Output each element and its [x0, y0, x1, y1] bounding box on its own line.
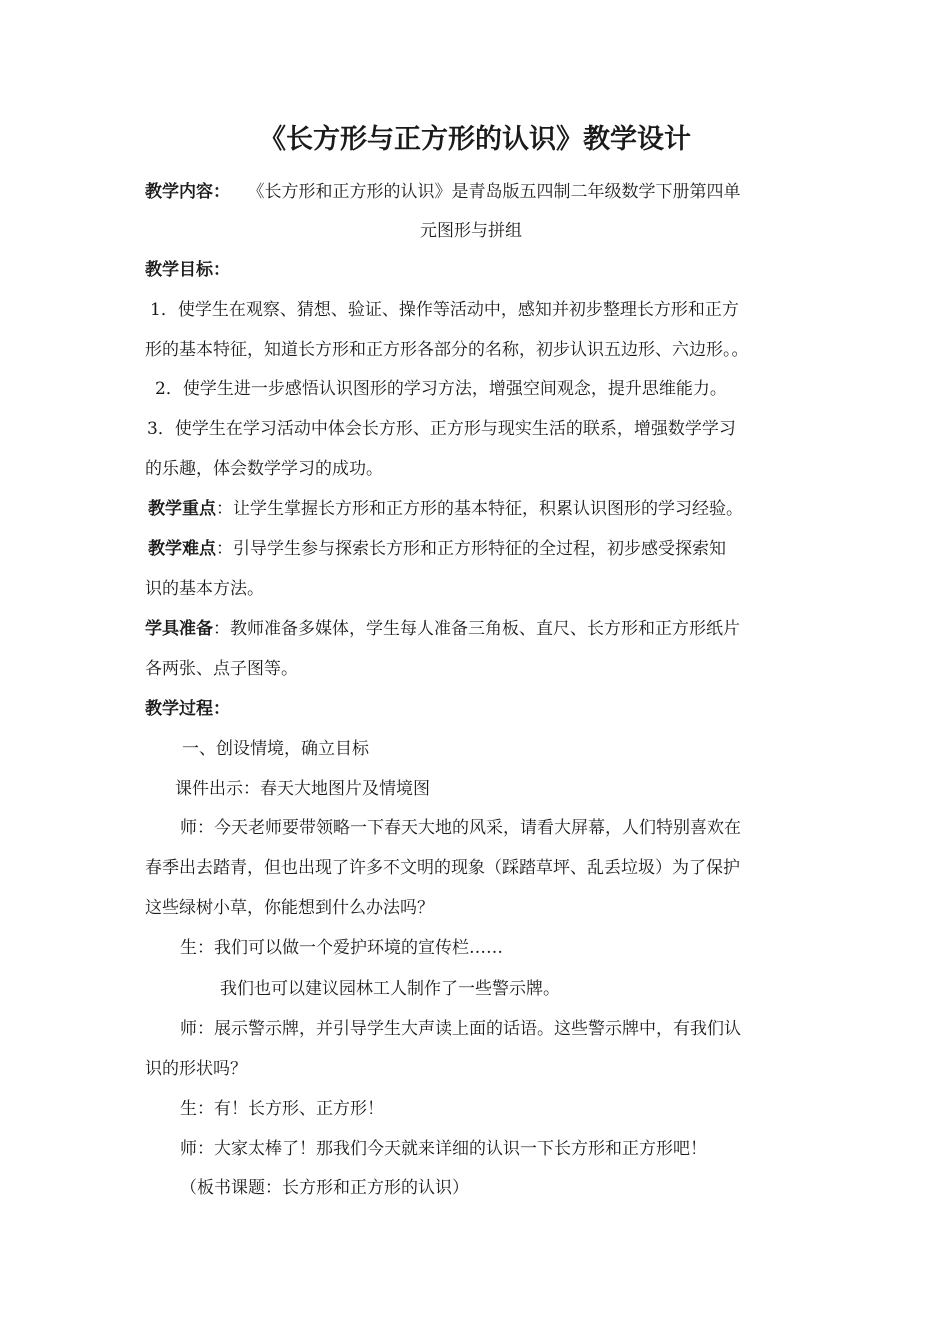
process-line: 春季出去踏青，但也出现了许多不文明的现象（踩踏草坪、乱丢垃圾）为了保护 — [145, 858, 740, 878]
process-line: 课件出示：春天大地图片及情境图 — [175, 779, 430, 799]
process-line: 我们也可以建议园林工人制作了一些警示牌。 — [220, 979, 560, 999]
content-label: 教学内容： — [145, 182, 230, 202]
goal-3-line-1: 3．使学生在学习活动中体会长方形、正方形与现实生活的联系，增强数学学习 — [147, 419, 736, 439]
process-line: 师：今天老师要带领略一下春天大地的风采，请看大屏幕，人们特别喜欢在 — [180, 818, 741, 838]
goal-1-line-2: 形的基本特征，知道长方形和正方形各部分的名称，初步认识五边形、六边形。。 — [145, 340, 749, 360]
materials-text-2: 各两张、点子图等。 — [145, 659, 298, 679]
key-point-text: ：让学生掌握长方形和正方形的基本特征，积累认识图形的学习经验。 — [216, 499, 743, 519]
goals-heading: 教学目标： — [145, 260, 230, 280]
page-title: 《长方形与正方形的认识》教学设计 — [259, 124, 691, 155]
difficulty-text-2: 识的基本方法。 — [145, 579, 264, 599]
process-line: 一、创设情境，确立目标 — [182, 739, 369, 759]
materials-line-1 — [145, 617, 740, 641]
process-line: （板书课题：长方形和正方形的认识） — [180, 1178, 469, 1198]
content-text-2: 元图形与拼组 — [420, 221, 522, 241]
process-line: 生：有！长方形、正方形！ — [180, 1099, 384, 1119]
process-line: 识的形状吗？ — [145, 1059, 247, 1079]
key-point-label: 教学重点 — [148, 499, 216, 519]
key-point-line — [148, 497, 743, 521]
materials-label: 学具准备 — [145, 619, 213, 639]
difficulty-label: 教学难点 — [148, 539, 216, 559]
process-heading: 教学过程： — [145, 699, 230, 719]
content-text-1: 《长方形和正方形的认识》是青岛版五四制二年级数学下册第四单 — [256, 182, 741, 202]
materials-text-1: ：教师准备多媒体，学生每人准备三角板、直尺、长方形和正方形纸片 — [213, 619, 740, 639]
goal-3-line-2: 的乐趣，体会数学学习的成功。 — [145, 459, 383, 479]
goal-2-line-1: 2．使学生进一步感悟认识图形的学习方法，增强空间观念，提升思维能力。 — [155, 379, 727, 399]
process-line: 生：我们可以做一个爱护环境的宣传栏…… — [180, 938, 503, 958]
process-line: 这些绿树小草，你能想到什么办法吗？ — [145, 898, 434, 918]
difficulty-text-1: ：引导学生参与探索长方形和正方形特征的全过程，初步感受探索知 — [216, 539, 726, 559]
content-line-1 — [145, 180, 741, 204]
goal-1-line-1: 1．使学生在观察、猜想、验证、操作等活动中，感知并初步整理长方形和正方 — [150, 300, 739, 320]
difficulty-line-1 — [148, 537, 726, 561]
process-line: 师：大家太棒了！那我们今天就来详细的认识一下长方形和正方形吧！ — [180, 1139, 707, 1159]
process-line: 师：展示警示牌，并引导学生大声读上面的话语。这些警示牌中，有我们认 — [180, 1019, 741, 1039]
